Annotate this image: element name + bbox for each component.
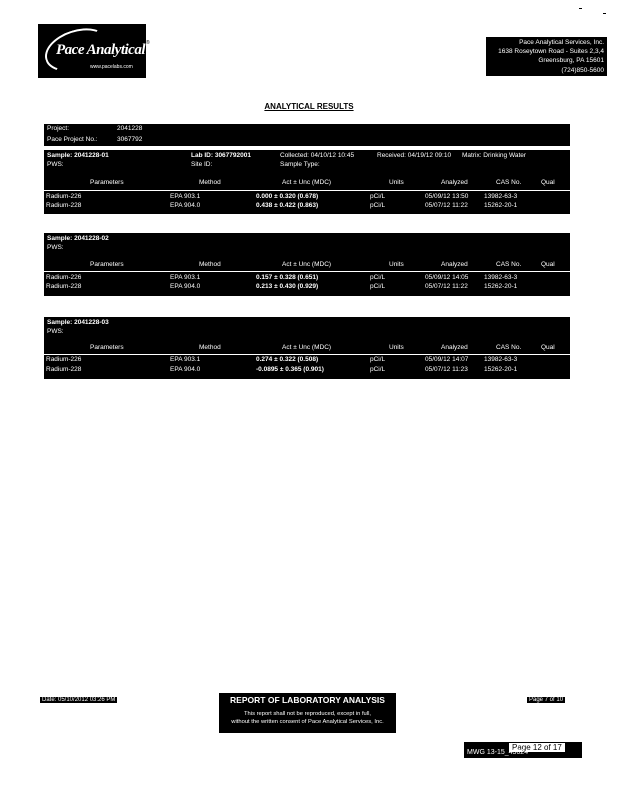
row-param: Radium-228	[46, 283, 82, 290]
col-method: Method	[199, 261, 221, 268]
col-units: Units	[389, 179, 404, 186]
lab-address-line: (724)850-5600	[561, 66, 604, 74]
stamp-page: Page 12 of 17	[508, 742, 566, 753]
footer-note-line2: without the written consent of Pace Analytical Services, Inc.	[231, 719, 384, 725]
row-method: EPA 904.0	[170, 283, 201, 290]
header-rule	[44, 190, 570, 191]
page-of: Page 7 of 10	[529, 697, 564, 703]
collected: Collected: 04/10/12 10:45	[280, 152, 355, 159]
col-qual: Qual	[541, 344, 555, 351]
col-analyzed: Analyzed	[441, 261, 468, 268]
project-value: 2041228	[117, 125, 143, 132]
sample-block-1	[44, 150, 570, 214]
row-param: Radium-226	[46, 356, 82, 363]
col-method: Method	[199, 344, 221, 351]
row-param: Radium-228	[46, 202, 82, 209]
col-parameters: Parameters	[90, 179, 124, 186]
col-cas: CAS No.	[496, 261, 522, 268]
row-method: EPA 904.0	[170, 202, 201, 209]
row-result: -0.0895 ± 0.365 (0.901)	[256, 366, 324, 373]
project-header	[44, 124, 570, 146]
col-cas: CAS No.	[496, 344, 522, 351]
sample-id: Sample: 2041228-03	[47, 319, 109, 326]
sample-type: Sample Type:	[280, 161, 320, 168]
col-method: Method	[199, 179, 221, 186]
row-param: Radium-226	[46, 274, 82, 281]
col-parameters: Parameters	[90, 261, 124, 268]
col-qual: Qual	[541, 179, 555, 186]
row-method: EPA 903.1	[170, 193, 201, 200]
row-result: 0.000 ± 0.320 (0.678)	[256, 193, 319, 200]
pace-project-value: 3067792	[117, 136, 143, 143]
col-analyzed: Analyzed	[441, 179, 468, 186]
row-analyzed: 05/07/12 11:22	[425, 202, 468, 209]
logo-url: www.pacelabs.com	[90, 64, 133, 70]
report-date: Date: 05/10/2012 03:26 PM	[42, 697, 116, 703]
sample-id: Sample: 2041228-02	[47, 235, 109, 242]
footer-note-line1: This report shall not be reproduced, except in full,	[244, 711, 371, 717]
row-param: Radium-228	[46, 366, 82, 373]
row-cas: 15262-20-1	[484, 283, 518, 290]
row-cas: 13982-63-3	[484, 274, 518, 281]
sample-id: Sample: 2041228-01	[47, 152, 109, 159]
row-method: EPA 903.1	[170, 356, 201, 363]
row-units: pCi/L	[370, 202, 386, 209]
row-result: 0.438 ± 0.422 (0.863)	[256, 202, 319, 209]
row-method: EPA 903.1	[170, 274, 201, 281]
row-analyzed: 05/07/12 11:22	[425, 283, 468, 290]
project-label: Project:	[47, 125, 70, 132]
pws-label: PWS:	[47, 328, 64, 335]
footer-report-box	[219, 693, 396, 733]
row-units: pCi/L	[370, 283, 386, 290]
footer-report-title: REPORT OF LABORATORY ANALYSIS	[230, 695, 385, 705]
row-result: 0.157 ± 0.328 (0.651)	[256, 274, 319, 281]
row-cas: 13982-63-3	[484, 356, 518, 363]
pace-project-label: Pace Project No.:	[47, 136, 98, 143]
stamp-mwg: MWG 13-15_43624	[467, 749, 529, 756]
header-rule	[44, 271, 570, 272]
col-units: Units	[389, 344, 404, 351]
row-units: pCi/L	[370, 274, 386, 281]
row-units: pCi/L	[370, 193, 386, 200]
header-rule	[44, 354, 570, 355]
col-result: Act ± Unc (MDC)	[282, 179, 332, 186]
col-parameters: Parameters	[90, 344, 124, 351]
row-cas: 13982-63-3	[484, 193, 518, 200]
scan-mark	[579, 8, 582, 9]
row-analyzed: 05/09/12 13:50	[425, 193, 469, 200]
row-result: 0.213 ± 0.430 (0.929)	[256, 283, 319, 290]
lab-address	[486, 37, 607, 76]
sample-block-3	[44, 317, 570, 379]
sample-block-2	[44, 233, 570, 296]
row-cas: 15262-20-1	[484, 366, 518, 373]
matrix: Matrix: Drinking Water	[462, 152, 527, 159]
col-cas: CAS No.	[496, 179, 522, 186]
row-result: 0.274 ± 0.322 (0.508)	[256, 356, 319, 363]
col-analyzed: Analyzed	[441, 344, 468, 351]
report-title: ANALYTICAL RESULTS	[264, 102, 354, 111]
pace-logo	[38, 24, 146, 78]
col-qual: Qual	[541, 261, 555, 268]
row-method: EPA 904.0	[170, 366, 201, 373]
row-units: pCi/L	[370, 356, 386, 363]
row-analyzed: 05/07/12 11:23	[425, 366, 468, 373]
row-analyzed: 05/09/12 14:07	[425, 356, 469, 363]
row-units: pCi/L	[370, 366, 386, 373]
page-stamp	[464, 742, 582, 758]
lab-address-line: Pace Analytical Services, Inc.	[519, 39, 604, 46]
lab-address-line: 1638 Roseytown Road - Suites 2,3,4	[498, 48, 604, 56]
row-cas: 15262-20-1	[484, 202, 518, 209]
trademark-symbol: ®	[146, 40, 150, 46]
row-param: Radium-226	[46, 193, 82, 200]
received: Received: 04/19/12 09:10	[377, 152, 452, 159]
logo-brand-text: Pace Analytical	[56, 42, 146, 58]
col-result: Act ± Unc (MDC)	[282, 344, 332, 351]
pws-label: PWS:	[47, 161, 64, 168]
scan-mark	[603, 13, 606, 14]
row-analyzed: 05/09/12 14:05	[425, 274, 469, 281]
col-units: Units	[389, 261, 404, 268]
pws-label: PWS:	[47, 244, 64, 251]
site-id: Site ID:	[191, 161, 213, 168]
col-result: Act ± Unc (MDC)	[282, 261, 332, 268]
lab-address-line: Greensburg, PA 15601	[538, 57, 604, 65]
lab-id: Lab ID: 3067792001	[191, 152, 251, 159]
